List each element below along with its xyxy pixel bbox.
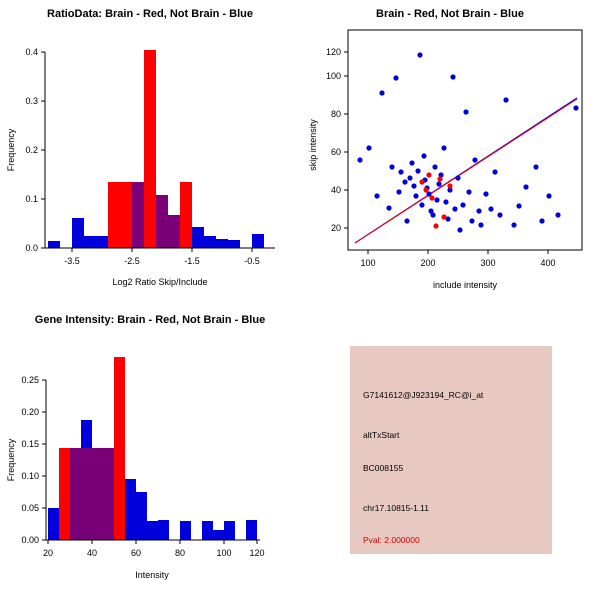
svg-text:-0.5: -0.5	[244, 256, 260, 266]
panel-scatter-title: Brain - Red, Not Brain - Blue	[376, 8, 524, 20]
scatter-svg	[300, 0, 600, 300]
svg-text:-2.5: -2.5	[124, 256, 140, 266]
svg-text:0.10: 0.10	[21, 471, 39, 481]
svg-text:0.0: 0.0	[25, 243, 38, 253]
panel-ratio-histogram	[0, 0, 300, 300]
panel-scatter	[300, 0, 600, 300]
svg-text:80: 80	[174, 548, 186, 558]
ratio-bars-red	[108, 50, 192, 248]
ratio-xlabel: Log2 Ratio Skip/Include	[112, 277, 208, 287]
intensity-yticks	[21, 375, 39, 545]
svg-text:0.4: 0.4	[25, 47, 38, 57]
svg-text:-3.5: -3.5	[64, 256, 80, 266]
scatter-yticks	[326, 47, 341, 233]
svg-text:40: 40	[330, 185, 341, 195]
svg-text:20: 20	[42, 548, 54, 558]
svg-text:20: 20	[330, 223, 341, 233]
intensity-histogram-svg	[0, 300, 300, 600]
scatter-points-blue	[357, 52, 578, 232]
ratio-yticks	[25, 47, 38, 253]
scatter-ticks	[344, 52, 548, 254]
info-box	[350, 346, 552, 554]
svg-text:100: 100	[216, 548, 232, 558]
info-pval: Pval: 2.000000	[363, 535, 420, 545]
svg-text:80: 80	[330, 109, 341, 119]
svg-text:-1.5: -1.5	[184, 256, 200, 266]
scatter-ylabel: skip intensity	[308, 119, 318, 171]
svg-text:40: 40	[86, 548, 98, 558]
ratio-xticks	[64, 256, 260, 266]
panel-info	[300, 300, 600, 600]
info-locus: chr17.10815-1.11	[363, 503, 430, 513]
intensity-bars-red	[59, 357, 125, 540]
panel-intensity-title: Gene Intensity: Brain - Red, Not Brain - Blue	[34, 314, 266, 326]
svg-text:300: 300	[480, 258, 496, 268]
svg-text:0.3: 0.3	[25, 96, 38, 106]
svg-text:200: 200	[420, 258, 436, 268]
svg-text:0.00: 0.00	[21, 535, 39, 545]
scatter-frame	[348, 30, 582, 250]
svg-text:0.20: 0.20	[21, 407, 39, 417]
panel-ratio-title: RatioData: Brain - Red, Not Brain - Blue	[47, 8, 253, 20]
scatter-xticks	[360, 258, 555, 268]
svg-text:400: 400	[540, 258, 556, 268]
svg-text:0.15: 0.15	[21, 439, 39, 449]
svg-text:0.1: 0.1	[25, 194, 38, 204]
svg-text:100: 100	[360, 258, 376, 268]
info-event-type: altTxStart	[363, 430, 400, 440]
ratio-histogram-svg	[0, 0, 300, 300]
scatter-xlabel: include intensity	[432, 280, 498, 290]
svg-text:120: 120	[325, 47, 341, 57]
panel-intensity-histogram	[0, 300, 300, 600]
svg-text:0.2: 0.2	[25, 145, 38, 155]
svg-text:0.25: 0.25	[21, 375, 39, 385]
info-probe-id: G7141612@J923194_RC@i_at	[363, 390, 484, 400]
svg-text:60: 60	[330, 147, 341, 157]
svg-text:0.05: 0.05	[21, 503, 39, 513]
intensity-ylabel: Frequency	[6, 438, 16, 482]
svg-text:120: 120	[249, 548, 265, 558]
info-accession: BC008155	[363, 463, 404, 473]
intensity-xticks	[43, 548, 265, 558]
svg-text:60: 60	[130, 548, 142, 558]
intensity-xlabel: Intensity	[135, 570, 169, 580]
svg-text:100: 100	[325, 71, 341, 81]
ratio-ylabel: Frequency	[6, 128, 16, 172]
